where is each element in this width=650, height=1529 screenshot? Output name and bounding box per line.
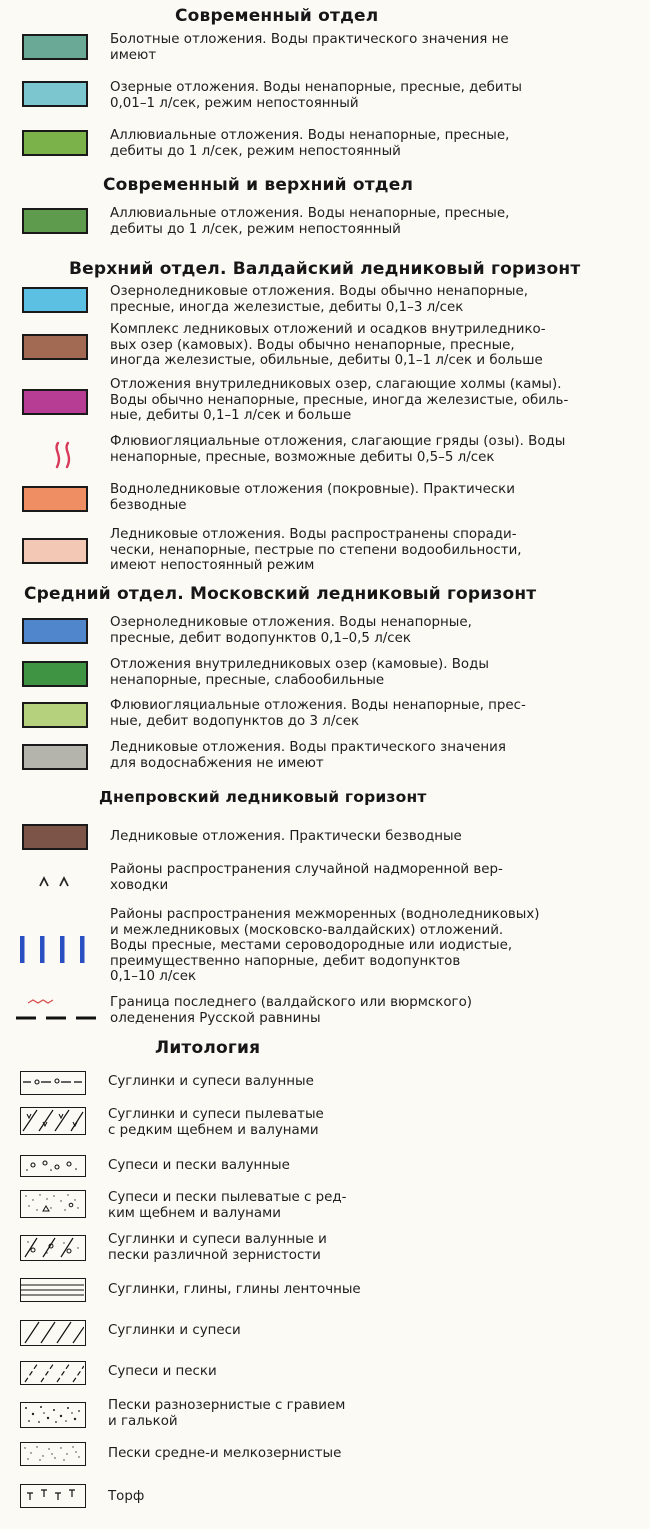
lith-text-silty-sand-rubble: Супеси и пески пылеватые с ред- ким щебнем и валунами — [108, 1190, 347, 1221]
lith-text-silty-loam-rubble: Суглинки и супеси пылеватые с редким щебнем и валунами — [108, 1107, 324, 1138]
legend-text-moraine-valdai: Ледниковые отложения. Воды распространены споради- чески, ненапорные, пестрые по степени водообильности, имеют непостоянный режим — [110, 527, 522, 573]
sandy-loam-dashed-hatch-pattern — [20, 1361, 86, 1385]
legend-text-glaciation-boundary: Граница последнего (валдайского или вюрмского) оледенения Русской равнины — [110, 995, 473, 1026]
peat-pattern — [20, 1484, 86, 1508]
silty-loam-rubble-pattern — [20, 1107, 86, 1135]
legend-text-lake: Озерные отложения. Воды ненапорные, пресные, дебиты 0,01–1 л/сек, режим непостоянный — [110, 80, 523, 111]
legend-text-lacustrine-glacial-moscow: Озерноледниковые отложения. Воды ненапорные, пресные, дебит водопунктов 0,1–0,5 л/сек — [110, 615, 472, 646]
legend-text-lacustrine-glacial-valdai: Озерноледниковые отложения. Воды обычно ненапорные, пресные, иногда железистые, дебиты 0,1–3 л/сек — [110, 284, 528, 315]
heading-upper-valdai: Верхний отдел. Валдайский ледниковый горизонт — [69, 259, 581, 279]
legend-swatch-bog — [22, 34, 88, 60]
heading-dnieper: Днепровский ледниковый горизонт — [99, 788, 427, 806]
lith-text-peat: Торф — [108, 1489, 145, 1504]
legend-text-eskers: Флювиогляциальные отложения, слагающие гряды (озы). Воды ненапорные, пресные, возможные дебиты 0,5–5 л/сек — [110, 434, 566, 465]
boulder-loam-pattern — [20, 1071, 86, 1095]
heading-modern-upper: Современный и верхний отдел — [103, 175, 414, 195]
boulder-loam-sand-pattern — [20, 1235, 86, 1261]
clay-banded-pattern — [20, 1278, 86, 1302]
heading-middle-moscow: Средний отдел. Московский ледниковый горизонт — [24, 584, 537, 604]
legend-text-moraine-dnieper: Ледниковые отложения. Практически безводные — [110, 829, 462, 844]
heading-lithology: Литология — [155, 1038, 261, 1058]
legend-swatch-lake — [22, 81, 88, 107]
legend-text-kame-moscow: Отложения внутриледниковых озер (камовые). Воды ненапорные, пресные, слабообильные — [110, 657, 489, 688]
legend-text-interglacial: Районы распространения межморенных (водноледниковых) и межледниковых (московско-валдайских) отложений. Воды пресные, местами сероводородные или иодистые, преимущественно напорные, дебит водопунктов 0,1–10 л/сек — [110, 907, 540, 984]
legend-swatch-alluvial-upper — [22, 208, 88, 234]
lith-text-fine-sand: Пески средне-и мелкозернистые — [108, 1446, 342, 1461]
legend-swatch-moraine-valdai — [22, 538, 88, 564]
lith-text-loam-hatch: Суглинки и супеси — [108, 1323, 241, 1338]
lith-text-boulder-loam: Суглинки и супеси валунные — [108, 1074, 314, 1089]
fine-sand-pattern — [20, 1442, 86, 1466]
legend-swatch-moraine-dnieper — [22, 824, 88, 850]
legend-text-bog: Болотные отложения. Воды практического значения не имеют — [110, 32, 509, 63]
silty-sand-rubble-pattern — [20, 1190, 86, 1218]
perched-water-caret-icon — [38, 874, 74, 888]
gravel-sand-pattern — [20, 1402, 86, 1428]
lith-text-sandy-loam: Супеси и пески — [108, 1364, 217, 1379]
legend-swatch-glaciofluvial-cover — [22, 486, 88, 512]
boulder-sand-pattern — [20, 1155, 86, 1177]
legend-text-kame-hills: Отложения внутриледниковых озер, слагающие холмы (камы). Воды обычно ненапорные, пресные, иногда железистые, обиль- ные, дебиты 0,1–1 л/сек и больше — [110, 377, 569, 423]
glaciation-boundary-dashed-icon — [14, 994, 100, 1024]
legend-swatch-kame-complex — [22, 334, 88, 360]
interglacial-blue-bars-icon — [16, 932, 96, 966]
legend-text-alluvial-modern: Аллювиальные отложения. Воды ненапорные, пресные, дебиты до 1 л/сек, режим непостоянный — [110, 128, 510, 159]
legend-swatch-kame-hills — [22, 389, 88, 415]
legend-text-perched-water: Районы распространения случайной надморенной вер- ховодки — [110, 862, 503, 893]
legend-swatch-kame-moscow — [22, 661, 88, 687]
lith-text-clay-banded: Суглинки, глины, глины ленточные — [108, 1282, 361, 1297]
legend-text-kame-complex: Комплекс ледниковых отложений и осадков внутриледнико- вых озер (камовых). Воды обычно ненапорные, пресные, иногда железистые, обильные, дебиты 0,1–1 л/сек и больше — [110, 322, 546, 368]
legend-text-glaciofluvial-moscow: Флювиогляциальные отложения. Воды ненапорные, прес- ные, дебит водопунктов до 3 л/сек — [110, 698, 526, 729]
heading-modern: Современный отдел — [175, 6, 379, 26]
legend-swatch-lacustrine-glacial-moscow — [22, 618, 88, 644]
legend-text-moraine-moscow: Ледниковые отложения. Воды практического значения для водоснабжения не имеют — [110, 740, 506, 771]
legend-swatch-moraine-moscow — [22, 744, 88, 770]
legend-swatch-glaciofluvial-moscow — [22, 702, 88, 728]
legend-swatch-alluvial-modern — [22, 130, 88, 156]
legend-swatch-lacustrine-glacial-valdai — [22, 287, 88, 313]
lith-text-boulder-sand: Супеси и пески валунные — [108, 1158, 290, 1173]
esker-wavy-lines-icon — [52, 441, 76, 469]
lith-text-boulder-loam-sand: Суглинки и супеси валунные и пески различной зернистости — [108, 1232, 327, 1263]
loam-hatch-pattern — [20, 1320, 86, 1346]
legend-text-alluvial-upper: Аллювиальные отложения. Воды ненапорные, пресные, дебиты до 1 л/сек, режим непостоянный — [110, 206, 510, 237]
legend-text-glaciofluvial-cover: Водноледниковые отложения (покровные). Практически безводные — [110, 482, 515, 513]
lith-text-gravel-sand: Пески разнозернистые с гравием и галькой — [108, 1398, 346, 1429]
